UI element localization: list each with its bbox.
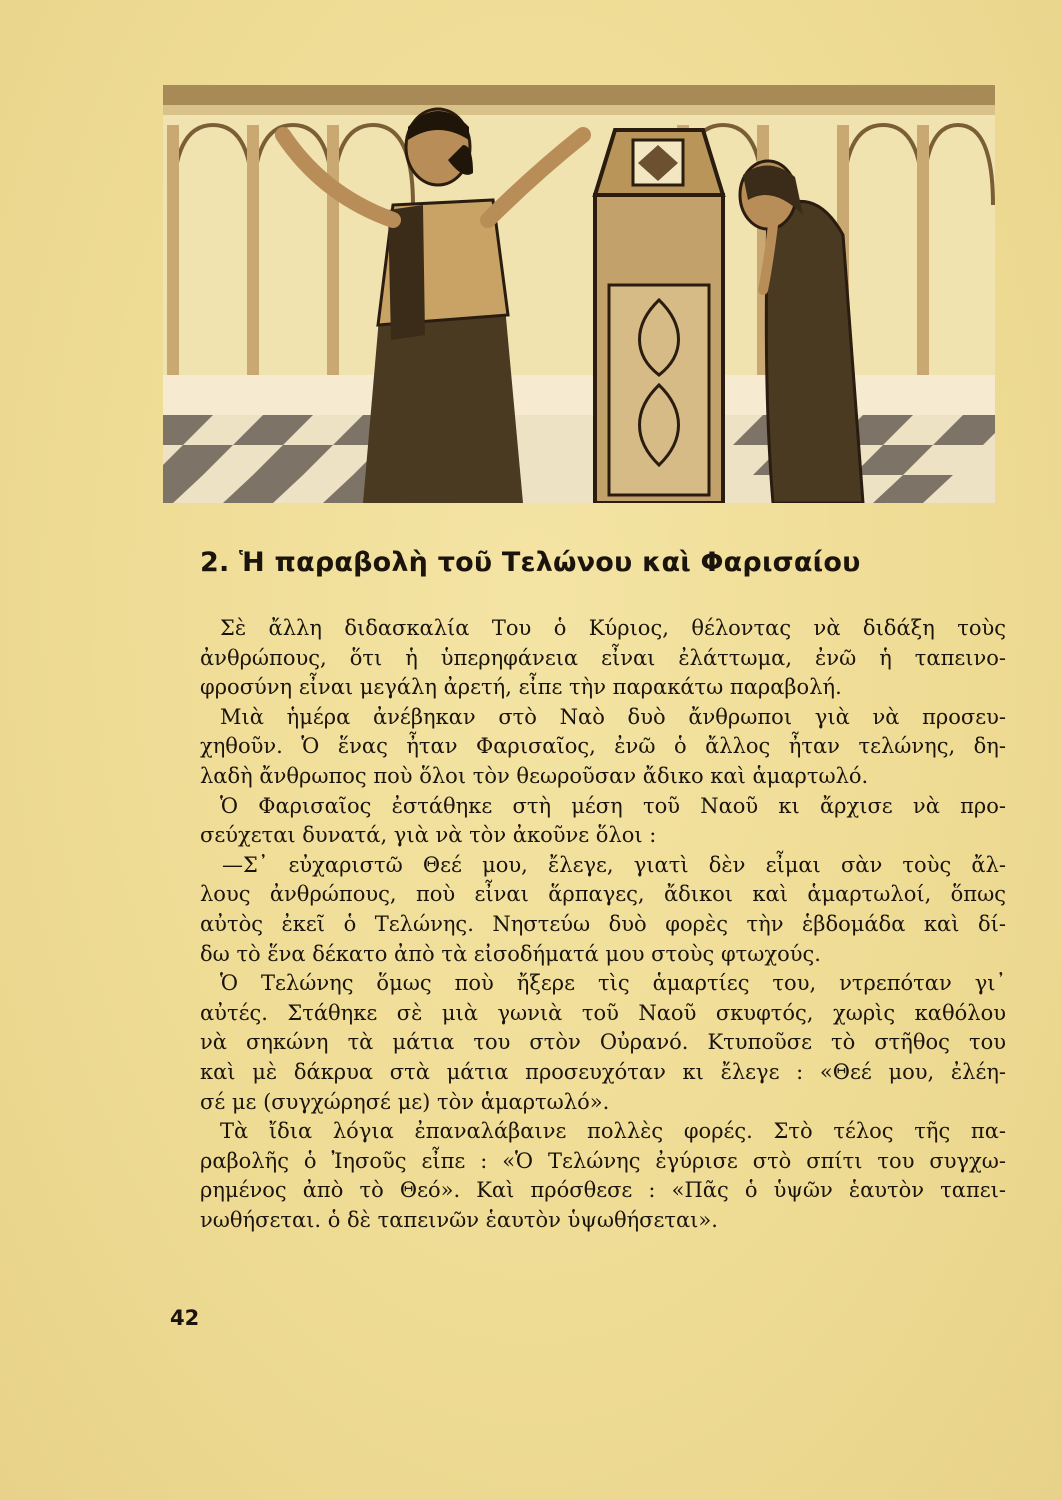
paragraph [200, 851, 1006, 969]
text-line: δω τὸ ἕνα δέκατο ἀπὸ τὰ εἰσοδήματά μου στοὺς φτωχούς. [200, 941, 821, 966]
text-line: λαδὴ ἄνθρωπος ποὺ ὅλοι τὸν θεωροῦσαν ἄδικο καὶ ἁμαρτωλό. [200, 763, 869, 788]
text-line: σεύχεται δυνατά, γιὰ νὰ τὸν ἀκοῦνε ὅλοι : [200, 823, 657, 848]
frieze [163, 85, 995, 105]
illustration [163, 85, 995, 503]
text-line: Τὰ ἴδια λόγια ἐπαναλάβαινε πολλὲς φορές. Στὸ τέλος τῆς πα- [220, 1119, 1006, 1144]
text-line: καὶ μὲ δάκρυα στὰ μάτια προσευχόταν κι ἔλεγε : «Θεέ μου, ἐλέη- [200, 1059, 1006, 1084]
text-line: σέ με (συγχώρησέ με) τὸν ἁμαρτωλό». [200, 1089, 610, 1114]
balustrade [163, 375, 995, 415]
text-line: Μιὰ ἡμέρα ἀνέβηκαν στὸ Ναὸ δυὸ ἄνθρωποι γιὰ νὰ προσευ- [220, 704, 1006, 729]
page-number: 42 [170, 1306, 200, 1330]
pulpit [595, 130, 723, 503]
text-line: Ὁ Φαρισαῖος ἐστάθηκε στὴ μέση τοῦ Ναοῦ κι ἄρχισε νὰ προ- [220, 793, 1006, 818]
paragraph [200, 792, 1006, 851]
text-line: αὐτές. Στάθηκε σὲ μιὰ γωνιὰ τοῦ Ναοῦ σκυφτός, χωρὶς καθόλου [200, 1000, 1006, 1025]
paragraph [200, 969, 1006, 1117]
text-line: χηθοῦν. Ὁ ἕνας ἦταν Φαρισαῖος, ἐνῶ ὁ ἄλλος ἦταν τελώνης, δη- [200, 734, 1006, 759]
section-title: 2. Ἡ παραβολὴ τοῦ Τελώνου καὶ Φαρισαίου [200, 547, 861, 578]
text-line: ἀνθρώπους, ὅτι ἡ ὑπερηφάνεια εἶναι ἐλάττωμα, ἐνῶ ἡ ταπεινο- [200, 645, 1006, 670]
text-line: φροσύνη εἶναι μεγάλη ἀρετή, εἶπε τὴν παρακάτω παραβολή. [200, 675, 842, 700]
paragraph [200, 614, 1006, 703]
text-line: λους ἀνθρώπους, ποὺ εἶναι ἅρπαγες, ἄδικοι καὶ ἁμαρτωλοί, ὅπως [200, 882, 1006, 907]
body-text [200, 614, 1006, 1235]
text-line: ρημένος ἀπὸ τὸ Θεό». Καὶ πρόσθεσε : «Πᾶς ὁ ὑψῶν ἑαυτὸν ταπει- [200, 1178, 1006, 1203]
parable-illustration [163, 85, 995, 503]
paragraph [200, 703, 1006, 792]
text-line: νωθήσεται. ὁ δὲ ταπεινῶν ἑαυτὸν ὑψωθήσεται». [200, 1207, 718, 1232]
text-line: νὰ σηκώνη τὰ μάτια του στὸν Οὐρανό. Κτυποῦσε τὸ στῆθος του [200, 1030, 1006, 1055]
text-line: αὐτὸς ἐκεῖ ὁ Τελώνης. Νηστεύω δυὸ φορὲς τὴν ἑβδομάδα καὶ δί- [200, 911, 1006, 936]
text-line: Σὲ ἄλλη διδασκαλία Του ὁ Κύριος, θέλοντας νὰ διδάξη τοὺς [220, 616, 1006, 640]
paragraph [200, 1117, 1006, 1235]
text-line: —Σ᾽ εὐχαριστῶ Θεέ μου, ἔλεγε, γιατὶ δὲν εἶμαι σὰν τοὺς ἄλ- [222, 852, 1006, 877]
text-line: ραβολῆς ὁ Ἰησοῦς εἶπε : «Ὁ Τελώνης ἐγύρισε στὸ σπίτι του συγχω- [200, 1148, 1006, 1173]
text-line: Ὁ Τελώνης ὅμως ποὺ ἤξερε τὶς ἁμαρτίες του, ντρεπόταν γι᾽ [220, 971, 1006, 996]
checkered-floor [163, 415, 995, 503]
